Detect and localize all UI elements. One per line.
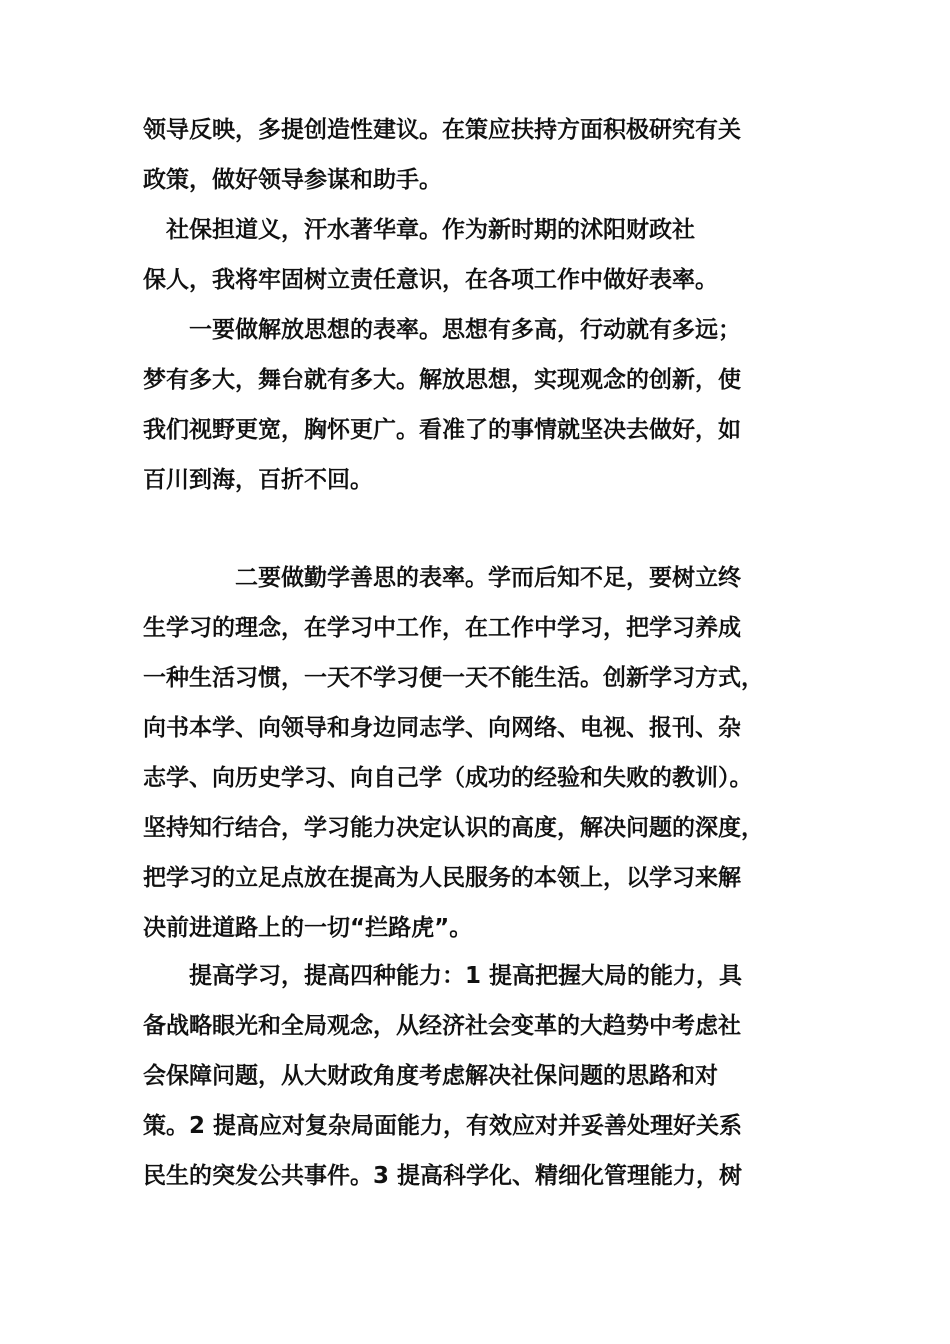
text-line: 决前进道路上的一切“拦路虎”。 <box>143 915 473 941</box>
text-line: 会保障问题，从大财政角度考虑解决社保问题的思路和对 <box>143 1063 718 1089</box>
text-line: 一要做解放思想的表率。思想有多高，行动就有多远； <box>143 317 741 343</box>
text-line: 政策，做好领导参谋和助手。 <box>143 167 442 193</box>
text-line: 社保担道义，汗水著华章。作为新时期的沭阳财政社 <box>143 217 695 243</box>
text-line: 领导反映，多提创造性建议。在策应扶持方面积极研究有关 <box>143 117 741 143</box>
paragraph-1 <box>143 105 811 205</box>
paragraph-3 <box>143 305 811 505</box>
text-line: 向书本学、向领导和身边同志学、向网络、电视、报刊、杂 <box>143 715 741 741</box>
text-line: 策。2 提高应对复杂局面能力，有效应对并妥善处理好关系 <box>143 1113 743 1139</box>
text-line: 把学习的立足点放在提高为人民服务的本领上，以学习来解 <box>143 865 741 891</box>
paragraph-5 <box>143 951 811 1201</box>
text-line: 提高学习，提高四种能力：1 提高把握大局的能力，具 <box>143 963 743 989</box>
text-line: 一种生活习惯，一天不学习便一天不能生活。创新学习方式， <box>143 665 764 691</box>
text-line: 我们视野更宽，胸怀更广。看准了的事情就坚决去做好，如 <box>143 417 741 443</box>
text-line: 保人，我将牢固树立责任意识，在各项工作中做好表率。 <box>143 267 718 293</box>
text-line: 志学、向历史学习、向自己学（成功的经验和失败的教训）。 <box>143 765 753 791</box>
text-line: 备战略眼光和全局观念，从经济社会变革的大趋势中考虑社 <box>143 1013 741 1039</box>
text-line: 生学习的理念，在学习中工作，在工作中学习，把学习养成 <box>143 615 741 641</box>
text-line: 百川到海，百折不回。 <box>143 467 373 493</box>
text-line: 坚持知行结合，学习能力决定认识的高度，解决问题的深度， <box>143 815 764 841</box>
text-line: 民生的突发公共事件。3 提高科学化、精细化管理能力，树 <box>143 1163 743 1189</box>
paragraph-2 <box>143 205 811 305</box>
paragraph-4 <box>143 553 811 953</box>
text-line: 二要做勤学善思的表率。学而后知不足，要树立终 <box>143 565 741 591</box>
text-line: 梦有多大，舞台就有多大。解放思想，实现观念的创新，使 <box>143 367 741 393</box>
